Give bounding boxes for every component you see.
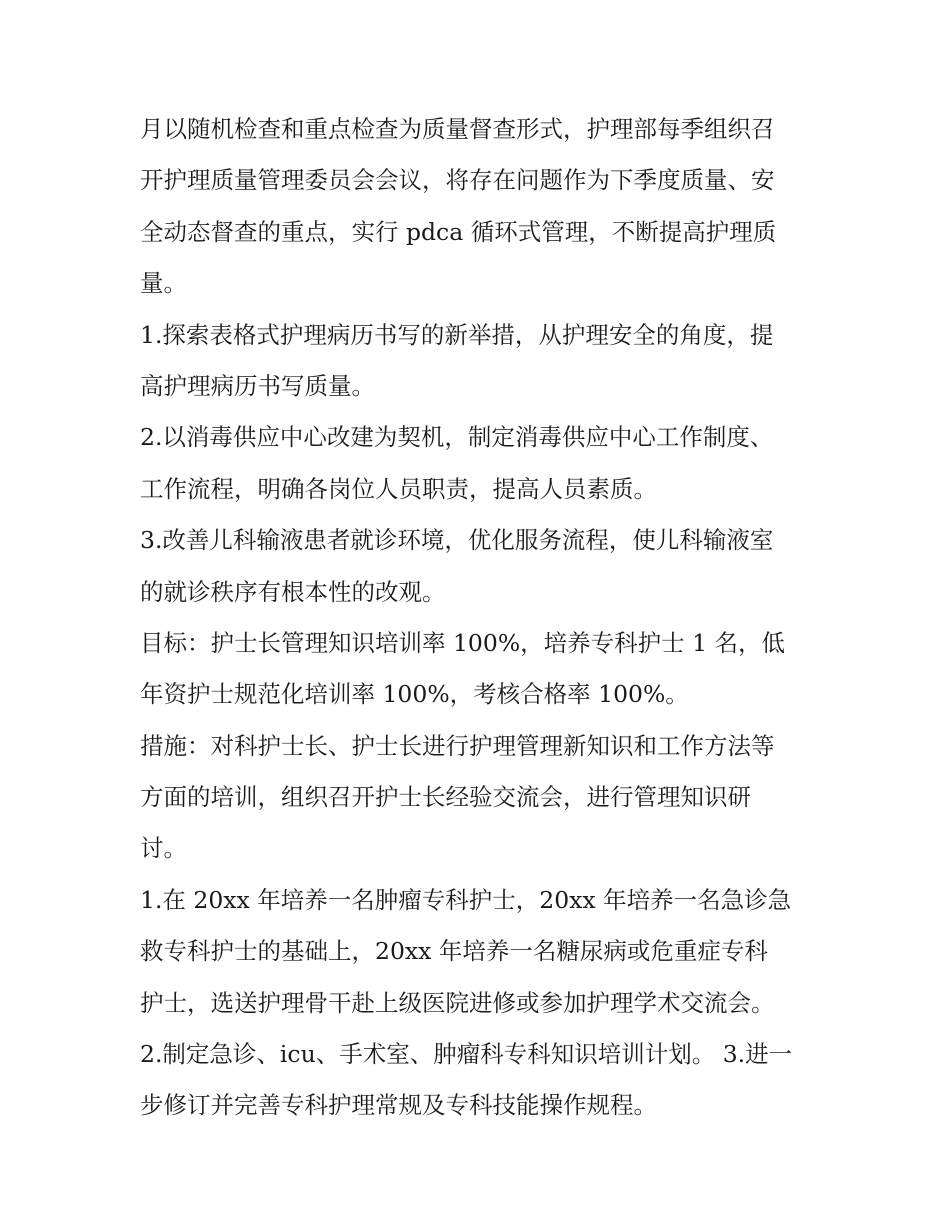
text-line: 工作流程，明确各岗位人员职责，提高人员素质。 bbox=[140, 474, 657, 503]
text-line: 步修订并完善专科护理常规及专科技能操作规程。 bbox=[140, 1091, 657, 1120]
text-line: 2.以消毒供应中心改建为契机，制定消毒供应中心工作制度、 bbox=[140, 423, 774, 452]
text-line: 3.改善儿科输液患者就诊环境，优化服务流程，使儿科输液室 bbox=[140, 526, 774, 555]
text-line: 高护理病历书写质量。 bbox=[140, 371, 375, 400]
text-line: 护士，选送护理骨干赴上级医院进修或参加护理学术交流会。 bbox=[140, 988, 775, 1017]
text-line: 1.在 20xx 年培养一名肿瘤专科护士，20xx 年培养一名急诊急 bbox=[140, 885, 792, 914]
text-line: 全动态督查的重点，实行 pdca 循环式管理，不断提高护理质 bbox=[140, 217, 777, 246]
text-line: 年资护士规范化培训率 100%，考核合格率 100%。 bbox=[140, 680, 689, 709]
text-line: 1.探索表格式护理病历书写的新举措，从护理安全的角度，提 bbox=[140, 320, 774, 349]
text-line: 开护理质量管理委员会会议，将存在问题作为下季度质量、安 bbox=[140, 166, 775, 195]
text-line: 的就诊秩序有根本性的改观。 bbox=[140, 577, 446, 606]
text-line: 2.制定急诊、icu、手术室、肿瘤科专科知识培训计划。 3.进一 bbox=[140, 1040, 793, 1069]
text-line: 目标：护士长管理知识培训率 100%，培养专科护士 1 名，低 bbox=[140, 628, 786, 657]
document-body bbox=[140, 104, 812, 1132]
text-line: 讨。 bbox=[140, 834, 187, 863]
text-line: 方面的培训，组织召开护士长经验交流会，进行管理知识研 bbox=[140, 783, 751, 812]
text-line: 月以随机检查和重点检查为质量督查形式，护理部每季组织召 bbox=[140, 115, 775, 143]
text-line: 量。 bbox=[140, 269, 187, 298]
text-line: 救专科护士的基础上，20xx 年培养一名糖尿病或危重症专科 bbox=[140, 937, 768, 966]
text-line: 措施：对科护士长、护士长进行护理管理新知识和工作方法等 bbox=[140, 731, 775, 760]
